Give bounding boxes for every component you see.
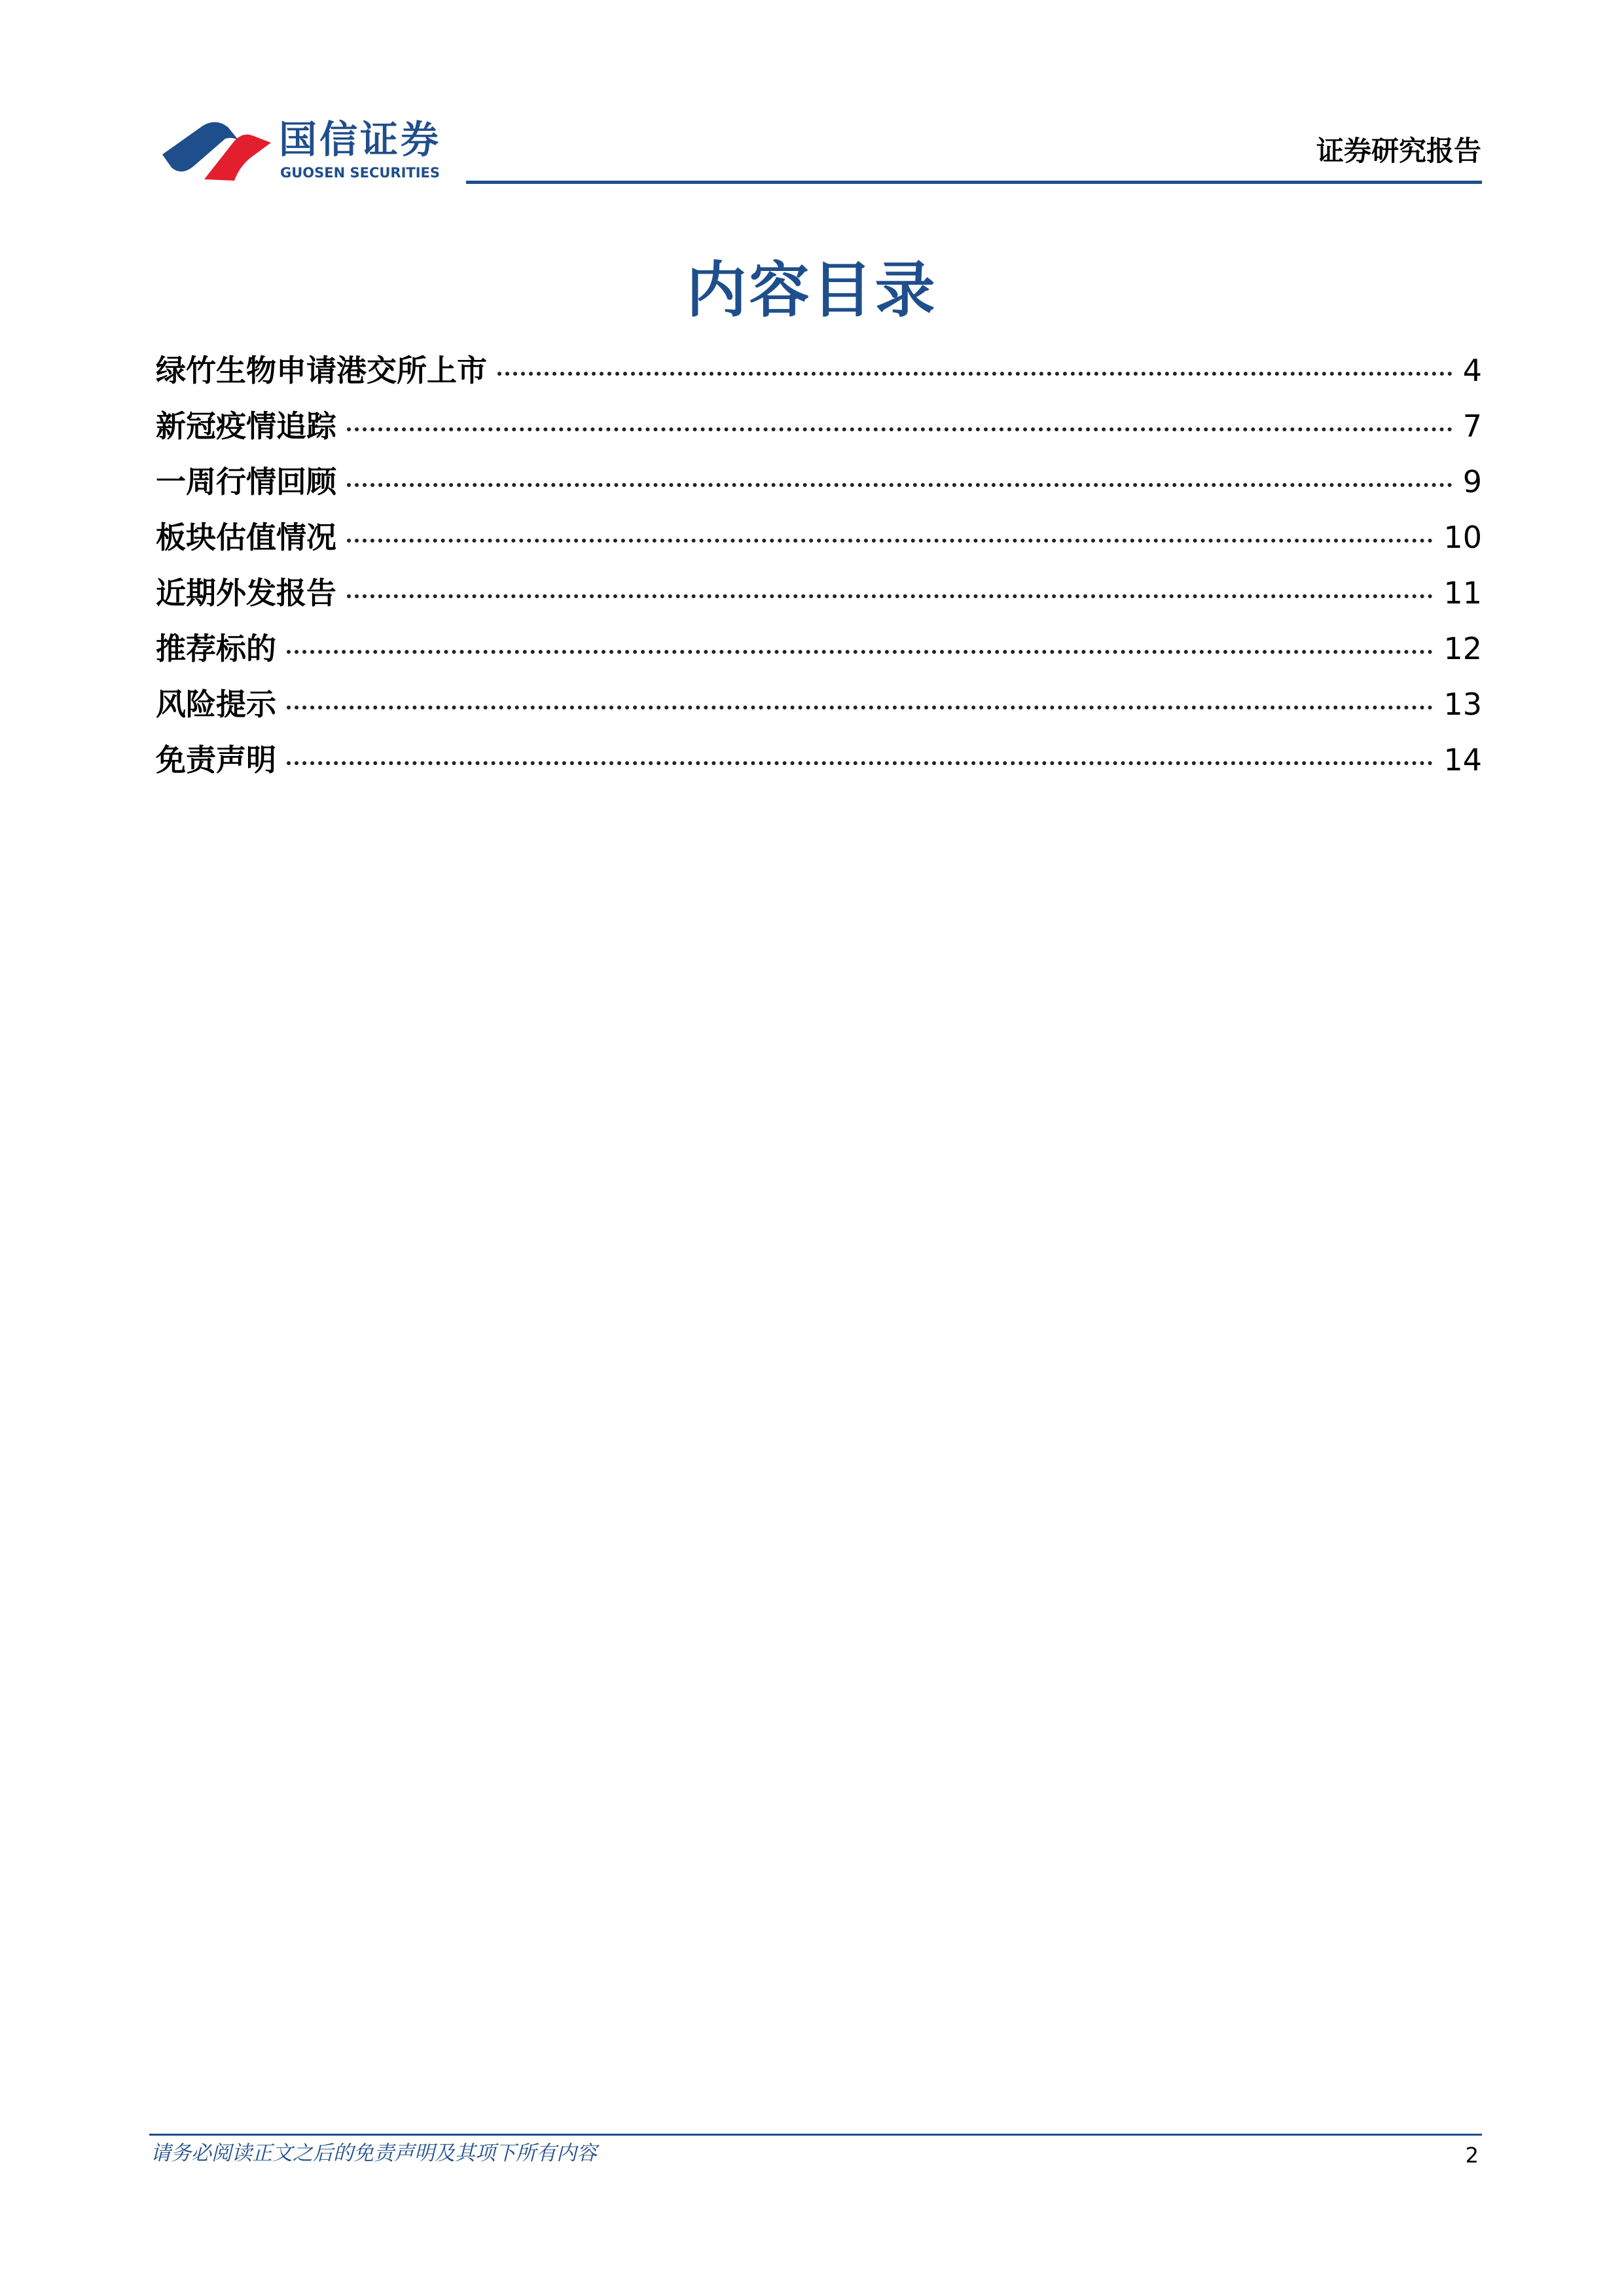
toc-entry-text: 绿竹生物申请港交所上市 — [156, 353, 487, 388]
toc-leader-dots — [347, 594, 1433, 598]
toc-list — [156, 351, 1482, 796]
toc-entry[interactable] — [156, 573, 1482, 629]
toc-entry-text: 一周行情回顾 — [156, 464, 336, 499]
toc-title: 内容目录 — [686, 255, 938, 325]
toc-leader-dots — [347, 539, 1433, 543]
toc-entry-page: 12 — [1443, 631, 1482, 666]
disclaimer-note: 请务必阅读正文之后的免责声明及其项下所有内容 — [151, 2142, 597, 2165]
toc-entry[interactable] — [156, 685, 1482, 740]
toc-entry[interactable] — [156, 406, 1482, 462]
toc-entry-text: 推荐标的 — [156, 631, 276, 666]
toc-entry[interactable] — [156, 462, 1482, 518]
logo-chinese-name: 国信证券 — [279, 117, 442, 162]
toc-entry-page: 10 — [1443, 520, 1482, 555]
toc-leader-dots — [347, 427, 1453, 431]
toc-entry-page: 7 — [1462, 408, 1482, 444]
toc-entry[interactable] — [156, 629, 1482, 685]
toc-entry[interactable] — [156, 351, 1482, 406]
page-number: 2 — [1465, 2143, 1479, 2168]
toc-entry-text: 免责声明 — [156, 742, 276, 778]
toc-entry-text: 新冠疫情追踪 — [156, 408, 336, 444]
report-type-label: 证券研究报告 — [1316, 135, 1481, 167]
toc-entry[interactable] — [156, 518, 1482, 573]
logo-english-name: GUOSEN SECURITIES — [280, 165, 441, 181]
toc-entry-text: 板块估值情况 — [156, 520, 336, 555]
footer-divider — [149, 2134, 1482, 2136]
toc-leader-dots — [287, 650, 1433, 654]
toc-leader-dots — [497, 372, 1453, 376]
toc-entry-page: 4 — [1462, 353, 1482, 388]
toc-leader-dots — [347, 483, 1453, 487]
toc-leader-dots — [287, 706, 1433, 709]
toc-entry[interactable] — [156, 740, 1482, 796]
company-logo — [156, 117, 444, 188]
toc-entry-page: 11 — [1443, 575, 1482, 611]
toc-entry-text: 近期外发报告 — [156, 575, 336, 611]
toc-entry-page: 13 — [1443, 687, 1482, 722]
guosen-logo-icon — [156, 117, 274, 188]
toc-entry-page: 9 — [1462, 464, 1482, 499]
toc-leader-dots — [287, 761, 1433, 765]
toc-entry-text: 风险提示 — [156, 687, 276, 722]
header-divider — [466, 181, 1482, 184]
toc-entry-page: 14 — [1443, 742, 1482, 778]
